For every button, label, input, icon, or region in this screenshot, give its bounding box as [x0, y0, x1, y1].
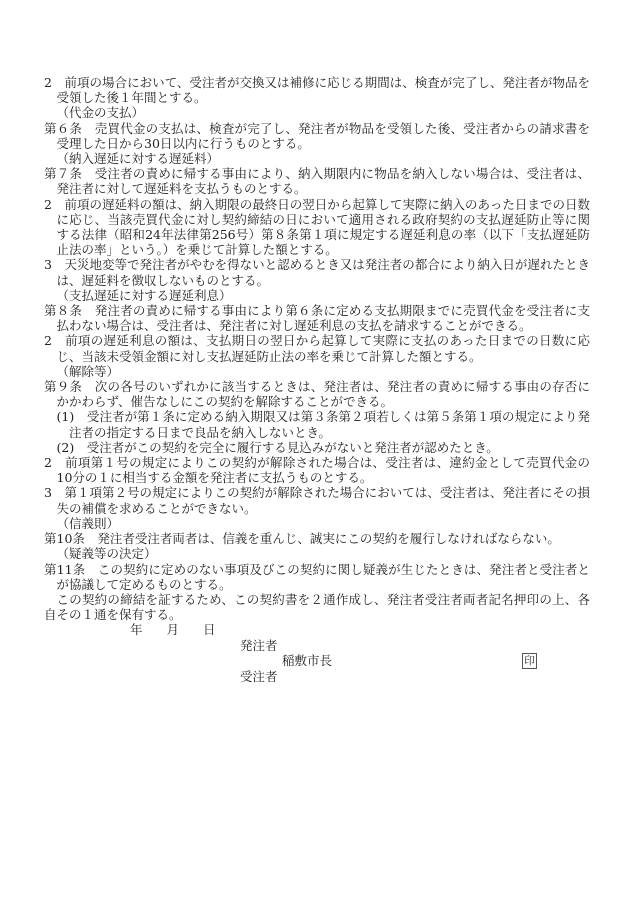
seal-mark-icon: 印	[522, 653, 537, 669]
paragraph-article-10: 第10条 発注者受注者両者は、信義を重んじ、誠実にこの契約を履行しなければならない。	[44, 531, 560, 547]
paragraph-article-9-item-2: (2) 受注者がこの契約を完全に履行する見込みがないと発注者が認めたとき。	[56, 439, 499, 455]
paragraph-article-8-2: 2 前項の遅延利息の額は、支払期日の翌日から起算して実際に支払のあった日までの日数に応じ、当該未受領金額に対し支払遅延防止法の率を乗じて計算した額とする。	[44, 333, 590, 364]
paragraph-article-7-3: 3 天災地変等で発注者がやむを得ないと認めるとき又は発注者の都合により納入日が遅れたときは、遅延料を徴収しないものとする。	[44, 257, 590, 288]
paragraph-article-9-2: 2 前項第１号の規定によりこの契約が解除された場合は、受注者は、違約金として売買代金の10分の１に相当する金額を発注者に支払うものとする。	[44, 455, 590, 486]
orderer-name-row	[44, 653, 537, 669]
orderer-name: 稲敷市長	[282, 653, 333, 669]
paragraph-article-9-item-1: (1) 受注者が第１条に定める納入期限又は第３条第２項若しくは第５条第１項の規定により発注者の指定する日まで良品を納入しないとき。	[56, 409, 590, 440]
paragraph-article-6: 第６条 売買代金の支払は、検査が完了し、発注者が物品を受領した後、受注者からの請求書を受理した日から30日以内に行うものとする。	[44, 120, 590, 151]
date-year-label: 年	[130, 622, 143, 638]
date-day-label: 日	[203, 622, 216, 638]
date-line	[44, 622, 590, 637]
orderer-label: 発注者	[240, 637, 278, 653]
section-heading-payment-delay: （支払遅延に対する遅延利息）	[56, 287, 232, 303]
section-heading-doubts: （疑義等の決定）	[56, 546, 157, 562]
section-heading-good-faith: （信義則）	[56, 515, 120, 531]
paragraph-article-8: 第８条 発注者の責めに帰する事由により第６条に定める支払期限までに売買代金を受注者に支払わない場合は、受注者は、発注者に対し遅延利息の支払を請求することができる。	[44, 303, 590, 334]
paragraph-warranty-period: 2 前項の場合において、受注者が交換又は補修に応じる期間は、検査が完了し、発注者が物品を受領した後１年間とする。	[44, 75, 590, 106]
paragraph-article-7: 第７条 受注者の責めに帰する事由により、納入期限内に物品を納入しない場合は、受注者は、発注者に対して遅延料を支払うものとする。	[44, 166, 590, 197]
document-body	[44, 75, 590, 684]
section-heading-cancellation: （解除等）	[56, 363, 120, 379]
contractor-label: 受注者	[240, 668, 278, 684]
section-heading-payment: （代金の支払）	[56, 105, 145, 121]
paragraph-article-11: 第11条 この契約に定めのない事項及びこの契約に関し疑義が生じたときは、発注者と受注者とが協議して定めるものとする。	[44, 561, 590, 592]
paragraph-article-9-3: 3 第１項第２号の規定によりこの契約が解除された場合においては、受注者は、発注者にその損失の補償を求めることができない。	[44, 485, 590, 516]
date-month-label: 月	[166, 622, 180, 638]
paragraph-article-9: 第９条 次の各号のいずれかに該当するときは、発注者は、発注者の責めに帰する事由の存否にかかわらず、催告なしにこの契約を解除することができる。	[44, 379, 590, 410]
paragraph-article-7-2: 2 前項の遅延料の額は、納入期限の最終日の翌日から起算して実際に納入のあった日までの日数に応じ、当該売買代金に対し契約締結の日において適用される政府契約の支払遅延防止等に関する法律（昭和24年法律第256号）第８条第１項に規定する遅延利息の率（以下「支払遅延防止法の率」という。）を乗じて計算した額とする。	[44, 196, 590, 258]
paragraph-closing: この契約の締結を証するため、この契約書を２通作成し、発注者受注者両者記名押印の上、各自その１通を保有する。	[44, 591, 590, 623]
section-heading-delivery-delay: （納入遅延に対する遅延料）	[56, 151, 220, 167]
